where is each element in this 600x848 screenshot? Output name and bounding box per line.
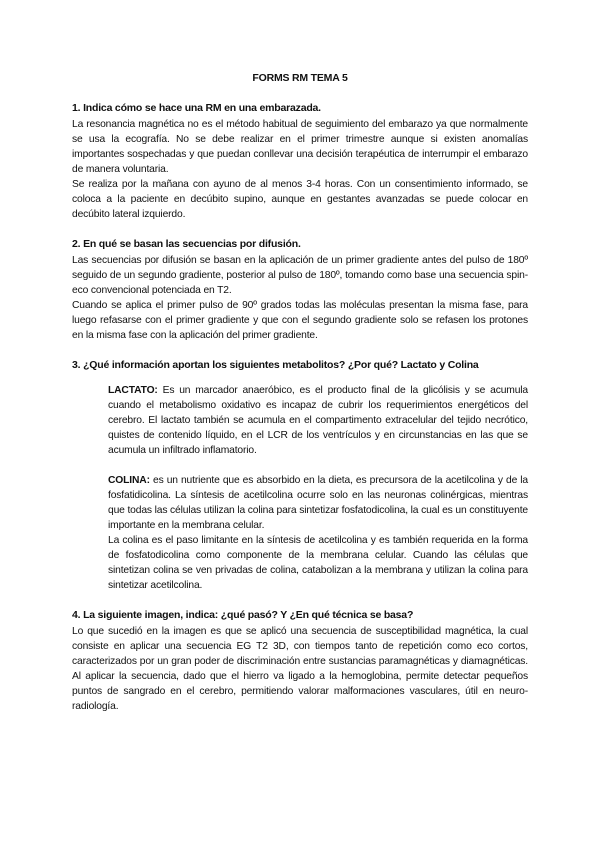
lactato-term: LACTATO:	[108, 385, 158, 396]
lactato-text: Es un marcador anaeróbico, es el producto final de la glicólisis y se acumula cuando el metabolismo oxidativo es incapaz de cubrir los requerimientos energéticos del cerebro. El lactato también se acumula en el compartimento extracelular del tejido necrótico, quistes de contenido líquido, en el LCR de los ventrículos y en circunstancias en las que se acumula un infiltrado inflamatorio.	[108, 385, 528, 456]
question-1-section	[72, 101, 528, 222]
metabolites-block	[72, 383, 528, 593]
question-4-heading: 4. La siguiente imagen, indica: ¿qué pasó? Y ¿En qué técnica se basa?	[72, 609, 414, 621]
question-4-section	[72, 608, 528, 714]
question-2-paragraph-2: Cuando se aplica el primer pulso de 90º grados todas las moléculas presentan la misma fase, para luego refasarse con el primer gradiente y que con el segundo gradiente solo se refasen los protones en la misma fase con la aplicación del primer gradiente.	[72, 300, 528, 341]
question-2-section	[72, 237, 528, 343]
question-2-paragraph-1: Las secuencias por difusión se basan en la aplicación de un primer gradiente antes del pulso de 180º seguido de un segundo gradiente, posterior al pulso de 180º, tomando como base una secuencia spin-eco convencional potenciada en T2.	[72, 255, 528, 296]
colina-term: COLINA:	[108, 475, 150, 486]
colina-paragraph	[108, 473, 528, 533]
question-3-heading: 3. ¿Qué información aportan los siguientes metabolitos? ¿Por qué? Lactato y Colina	[72, 359, 479, 371]
question-4-paragraph-1: Lo que sucedió en la imagen es que se aplicó una secuencia de susceptibilidad magnética, la cual consiste en aplicar una secuencia EG T2 3D, con tiempos tanto de repetición como eco cortos, caracterizados por un gran poder de discriminación entre sustancias paramagnéticas y diamagnéticas. Al aplicar la secuencia, dado que el hierro va ligado a la hemoglobina, permite detectar pequeños puntos de sangrado en el cerebro, permitiendo valorar malformaciones vasculares, útil en neuro-radiología.	[72, 626, 528, 712]
spacer	[108, 458, 528, 473]
question-3-section	[72, 358, 528, 593]
lactato-paragraph	[108, 383, 528, 458]
question-1-paragraph-1: La resonancia magnética no es el método habitual de seguimiento del embarazo ya que normalmente se usa la ecografía. No se debe realizar en el primer trimestre aunque si existen anomalías importantes sospechadas y que puedan conllevar una decisión terapéutica de interrumpir el embarazo de manera voluntaria.	[72, 119, 528, 175]
question-2-heading: 2. En qué se basan las secuencias por difusión.	[72, 238, 301, 250]
colina-paragraph-2: La colina es el paso limitante en la síntesis de acetilcolina y es también requerida en la forma de fosfatodicolina como componente de la membrana celular. Cuando las células que sintetizan colina se ven privadas de colina, catabolizan a la membrana y utilizan la colina para sintetizar acetilcolina.	[108, 535, 528, 591]
colina-text: es un nutriente que es absorbido en la dieta, es precursora de la acetilcolina y de la fosfatidicolina. La síntesis de acetilcolina ocurre solo en las neuronas colinérgicas, mientras que todas las células utilizan la colina para sintetizar fosfatodicolina, la cual es un constituyente importante en la membrana celular.	[108, 475, 528, 531]
question-1-heading: 1. Indica cómo se hace una RM en una embarazada.	[72, 102, 321, 114]
question-1-paragraph-2: Se realiza por la mañana con ayuno de al menos 3-4 horas. Con un consentimiento informado, se coloca a la paciente en decúbito supino, aunque en gestantes avanzadas se puede colocar en decúbito lateral izquierdo.	[72, 179, 528, 220]
document-title: FORMS RM TEMA 5	[252, 72, 348, 84]
